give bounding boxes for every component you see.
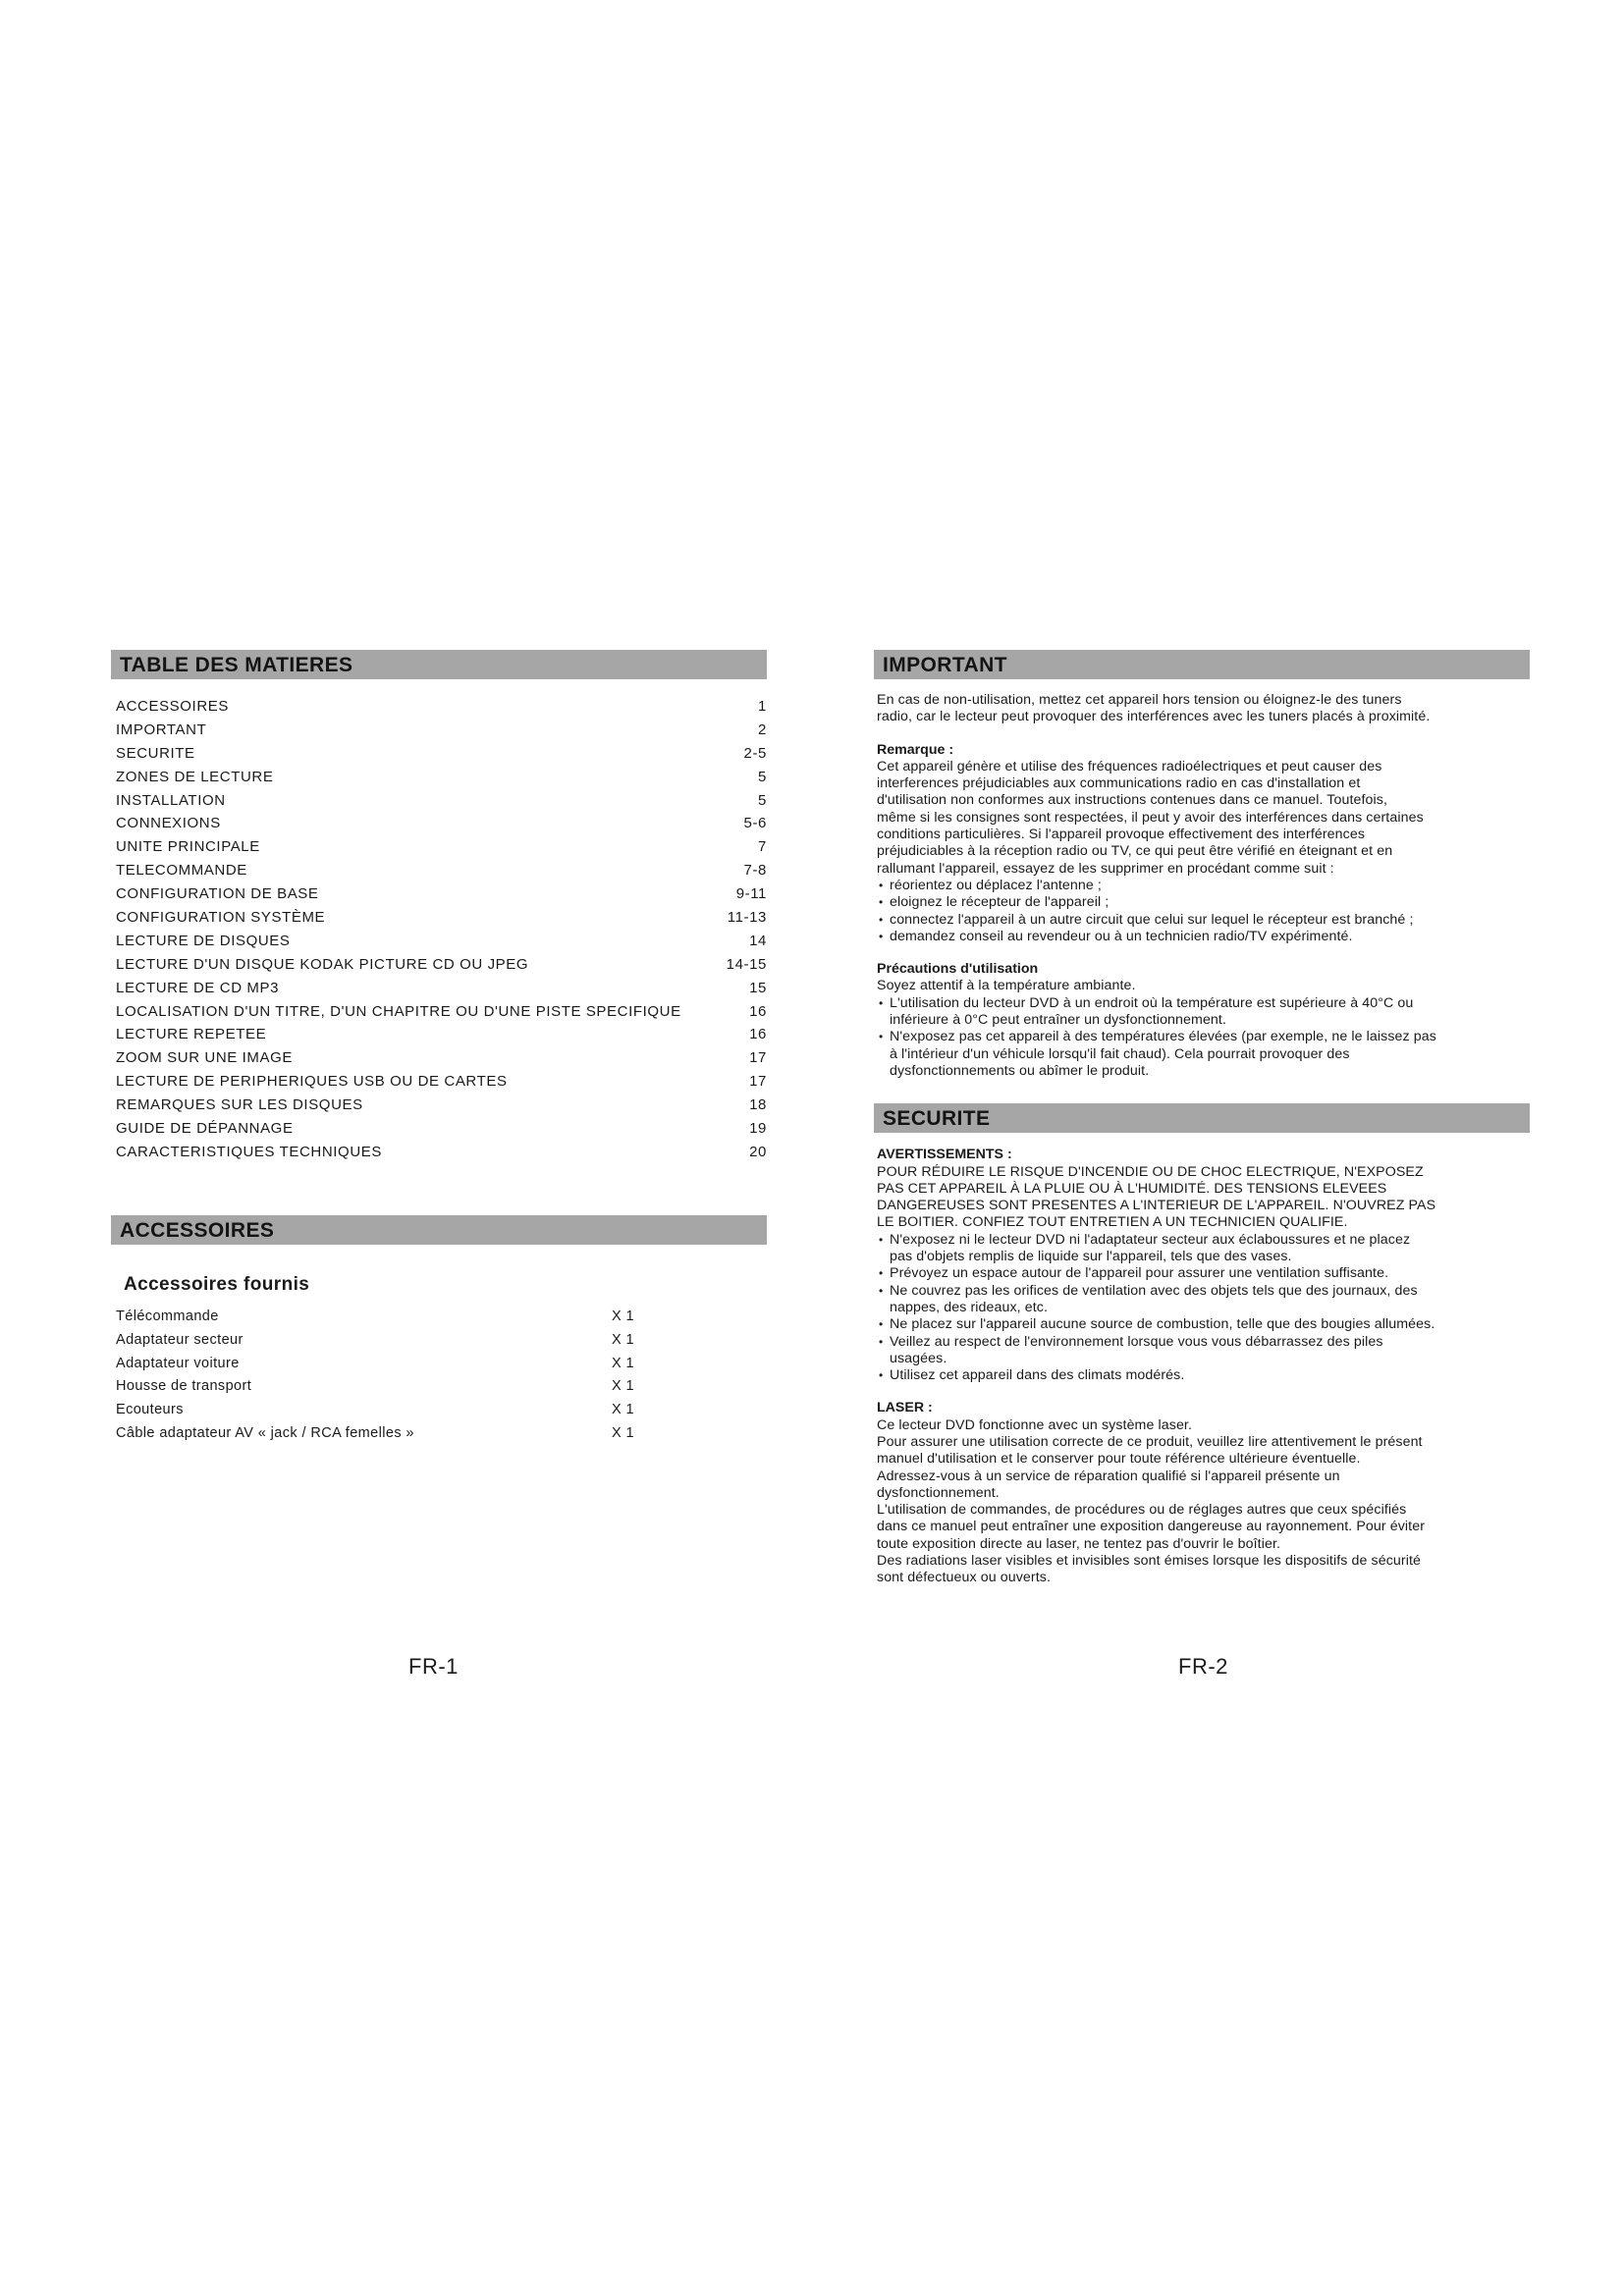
toc-entry-label: GUIDE DE DÉPANNAGE	[116, 1120, 294, 1138]
toc-entry-label: IMPORTANT	[116, 721, 207, 738]
accessory-item	[116, 1329, 767, 1353]
laser-text	[874, 1417, 1530, 1587]
warning-bullet-line: • Ne placez sur l'appareil aucune source de combustion, telle que des bougies allumées.	[890, 1316, 1435, 1333]
accessory-qty: X 1	[612, 1355, 634, 1371]
laser-line: sont défectueux ou ouverts.	[877, 1570, 1052, 1586]
remark-title: Remarque :	[877, 741, 954, 758]
toc-entry-label: LOCALISATION D'UN TITRE, D'UN CHAPITRE OU D'UNE PISTE SPECIFIQUE	[116, 1002, 681, 1020]
warning-bullet	[877, 1265, 1530, 1282]
warnings-title: AVERTISSEMENTS :	[877, 1147, 1012, 1163]
warning-bullet-line: pas d'objets remplis de liquide sur l'appareil, tels que des vases.	[890, 1249, 1292, 1265]
right-page	[874, 650, 1530, 1587]
warning-bullet-line: • Ne couvrez pas les orifices de ventilation avec des objets tels que des journaux, des	[890, 1282, 1418, 1299]
toc-entry	[116, 953, 767, 977]
toc-entry-page: 16	[749, 1002, 767, 1020]
toc-entry-page: 20	[749, 1143, 767, 1160]
remark-line: préjudiciables à la réception radio ou TV, ce qui peut être vérifié en éteignant et en	[877, 843, 1393, 860]
accessory-name: Adaptateur secteur	[116, 1331, 244, 1348]
precaution-bullet-line: • L'utilisation du lecteur DVD à un endroit où la température est supérieure à 40°C ou	[890, 994, 1414, 1011]
accessory-item	[116, 1399, 767, 1422]
toc-entry-page: 5-6	[743, 815, 767, 832]
precautions-intro: Soyez attentif à la température ambiante.	[877, 978, 1136, 994]
important-intro	[874, 692, 1530, 726]
accessory-name: Adaptateur voiture	[116, 1355, 240, 1371]
warning-bullet-line: usagées.	[890, 1350, 947, 1366]
intro-line: radio, car le lecteur peut provoquer des interférences avec les tuners placés à proximité.	[877, 709, 1431, 725]
toc-entry-page: 1	[758, 698, 767, 715]
toc-entry-page: 19	[749, 1120, 767, 1138]
warning-line: PAS CET APPAREIL À LA PLUIE OU À L'HUMIDITÉ. DES TENSIONS ELEVEES	[877, 1180, 1387, 1197]
toc-entry	[116, 1117, 767, 1141]
warning-bullet	[877, 1334, 1530, 1368]
toc-entry-label: CONNEXIONS	[116, 815, 221, 832]
remark-line: rallumant l'appareil, essayez de les supprimer en procédant comme suit :	[877, 860, 1334, 877]
laser-line: Des radiations laser visibles et invisibles sont émises lorsque les dispositifs de sécurité	[877, 1553, 1421, 1570]
toc-entry	[116, 742, 767, 766]
remark-bullet: • demandez conseil au revendeur ou à un technicien radio/TV expérimenté.	[877, 929, 1530, 945]
remark-line: conditions particulières. Si l'appareil provoque effectivement des interférences	[877, 827, 1366, 843]
toc-entry	[116, 1046, 767, 1070]
accessory-qty: X 1	[612, 1378, 634, 1395]
toc-entry-page: 5	[758, 791, 767, 809]
warning-line: LE BOITIER. CONFIEZ TOUT ENTRETIEN A UN TECHNICIEN QUALIFIE.	[877, 1214, 1348, 1231]
toc-entry	[116, 835, 767, 859]
toc-list	[111, 695, 767, 1164]
remark-line: interferences préjudiciables aux communications radio en cas d'installation et	[877, 775, 1361, 792]
toc-entry-label: UNITE PRINCIPALE	[116, 838, 260, 856]
laser-line: toute exposition directe au laser, ne tentez pas d'ouvrir le boîtier.	[877, 1535, 1281, 1552]
accessory-name: Câble adaptateur AV « jack / RCA femelles »	[116, 1425, 414, 1442]
warning-bullet-line: • Utilisez cet appareil dans des climats modérés.	[890, 1367, 1185, 1384]
toc-entry-page: 11-13	[727, 909, 767, 927]
precaution-bullet	[877, 995, 1530, 1030]
precaution-bullet-line: dysfonctionnements ou abîmer le produit.	[890, 1062, 1150, 1079]
toc-entry-page: 14	[749, 932, 767, 949]
remark-line: d'utilisation non conformes aux instructions contenues dans ce manuel. Toutefois,	[877, 792, 1388, 809]
toc-entry-page: 5	[758, 768, 767, 785]
warnings-bullets	[874, 1232, 1530, 1385]
laser-line: dysfonctionnement.	[877, 1484, 1000, 1501]
accessory-name: Housse de transport	[116, 1378, 252, 1395]
toc-entry	[116, 882, 767, 906]
toc-entry	[116, 812, 767, 835]
toc-entry-label: LECTURE D'UN DISQUE KODAK PICTURE CD OU JPEG	[116, 955, 529, 973]
toc-entry	[116, 695, 767, 719]
accessory-name: Ecouteurs	[116, 1402, 184, 1418]
warning-line: POUR RÉDUIRE LE RISQUE D'INCENDIE OU DE CHOC ELECTRIQUE, N'EXPOSEZ	[877, 1163, 1424, 1180]
laser-line: manuel d'utilisation et le conserver pour toute référence ultérieure éventuelle.	[877, 1451, 1361, 1468]
toc-entry	[116, 906, 767, 930]
toc-entry-page: 2-5	[743, 744, 767, 762]
toc-entry-label: INSTALLATION	[116, 791, 226, 809]
toc-entry-page: 15	[749, 979, 767, 996]
precautions-title: Précautions d'utilisation	[877, 961, 1039, 978]
securite-title: SECURITE	[874, 1103, 1530, 1133]
toc-entry-label: TELECOMMANDE	[116, 862, 247, 880]
toc-entry-page: 17	[749, 1073, 767, 1091]
toc-entry	[116, 859, 767, 882]
toc-entry	[116, 719, 767, 742]
toc-entry-label: ZOOM SUR UNE IMAGE	[116, 1049, 293, 1067]
laser-line: Ce lecteur DVD fonctionne avec un système laser.	[877, 1416, 1193, 1433]
toc-entry-label: REMARQUES SUR LES DISQUES	[116, 1096, 363, 1114]
remark-line: Cet appareil génère et utilise des fréquences radioélectriques et peut causer des	[877, 758, 1382, 774]
precautions-bullets	[874, 995, 1530, 1080]
toc-entry	[116, 766, 767, 789]
warning-line: DANGEREUSES SONT PRESENTES A L'INTERIEUR DE L'APPAREIL. N'OUVREZ PAS	[877, 1198, 1436, 1214]
accessory-item	[116, 1375, 767, 1399]
toc-entry-label: LECTURE DE CD MP3	[116, 979, 280, 996]
warning-bullet	[877, 1232, 1530, 1266]
remark-bullet: • connectez l'appareil à un autre circuit que celui sur lequel le récepteur est branché ;	[877, 912, 1530, 929]
accessories-subtitle: Accessoires fournis	[124, 1273, 310, 1295]
precaution-bullet	[877, 1029, 1530, 1080]
toc-entry-label: CARACTERISTIQUES TECHNIQUES	[116, 1143, 382, 1160]
remark-text	[874, 759, 1530, 878]
warning-bullet	[877, 1283, 1530, 1317]
intro-line: En cas de non-utilisation, mettez cet appareil hors tension ou éloignez-le des tuners	[877, 692, 1402, 708]
toc-entry-label: CONFIGURATION DE BASE	[116, 885, 319, 903]
page-number-left: FR-1	[408, 1654, 459, 1679]
toc-entry-page: 7-8	[743, 862, 767, 880]
warning-bullet-line: nappes, des rideaux, etc.	[890, 1299, 1049, 1315]
toc-entry-page: 2	[758, 721, 767, 738]
accessory-qty: X 1	[612, 1331, 634, 1348]
laser-line: dans ce manuel peut entraîner une exposition dangereuse au rayonnement. Pour éviter	[877, 1519, 1426, 1535]
accessory-qty: X 1	[612, 1425, 634, 1442]
toc-entry-label: ZONES DE LECTURE	[116, 768, 274, 785]
accessory-item	[116, 1353, 767, 1376]
toc-entry-label: SECURITE	[116, 744, 195, 762]
toc-entry-label: LECTURE REPETEE	[116, 1026, 267, 1043]
important-title: IMPORTANT	[874, 650, 1530, 679]
warning-bullet	[877, 1367, 1530, 1384]
toc-entry	[116, 930, 767, 953]
toc-entry-page: 16	[749, 1026, 767, 1043]
laser-line: Adressez-vous à un service de réparation qualifié si l'appareil présente un	[877, 1468, 1340, 1484]
warning-bullet	[877, 1316, 1530, 1333]
warning-bullet-line: • Veillez au respect de l'environnement lorsque vous vous débarrassez des piles	[890, 1333, 1383, 1350]
left-page	[111, 650, 767, 1446]
toc-entry	[116, 789, 767, 813]
toc-entry-label: CONFIGURATION SYSTÈME	[116, 909, 326, 927]
laser-line: L'utilisation de commandes, de procédures ou de réglages autres que ceux spécifiés	[877, 1502, 1407, 1519]
accessories-section	[111, 1215, 767, 1446]
toc-entry-page: 14-15	[726, 955, 767, 973]
toc-entry-label: LECTURE DE DISQUES	[116, 932, 291, 949]
accessory-name: Télécommande	[116, 1308, 219, 1324]
remark-bullet: • eloignez le récepteur de l'appareil ;	[877, 894, 1530, 911]
toc-entry-page: 17	[749, 1049, 767, 1067]
toc-entry	[116, 1141, 767, 1164]
toc-title: TABLE DES MATIERES	[111, 650, 767, 679]
warning-bullet-line: • N'exposez ni le lecteur DVD ni l'adaptateur secteur aux éclaboussures et ne placez	[890, 1231, 1411, 1248]
remark-bullets	[874, 878, 1530, 945]
securite-section	[874, 1103, 1530, 1586]
toc-entry	[116, 1000, 767, 1024]
precaution-bullet-line: • N'exposez pas cet appareil à des températures élevées (par exemple, ne le laissez pas	[890, 1029, 1436, 1045]
toc-entry	[116, 977, 767, 1000]
precaution-bullet-line: à l'intérieur d'un véhicule lorsqu'il fait chaud). Cela pourrait provoquer des	[890, 1045, 1350, 1062]
toc-entry-page: 9-11	[735, 885, 767, 903]
accessory-qty: X 1	[612, 1402, 634, 1418]
remark-line: même si les consignes sont respectées, il peut y avoir des interférences dans certaines	[877, 809, 1424, 826]
warnings-text	[874, 1164, 1530, 1232]
toc-entry-label: ACCESSOIRES	[116, 698, 229, 715]
accessory-item	[116, 1306, 767, 1329]
remark-bullet: • réorientez ou déplacez l'antenne ;	[877, 878, 1530, 894]
laser-line: Pour assurer une utilisation correcte de ce produit, veuillez lire attentivement le présent	[877, 1433, 1423, 1450]
accessories-title: ACCESSOIRES	[111, 1215, 767, 1245]
laser-title: LASER :	[877, 1400, 933, 1416]
accessory-qty: X 1	[612, 1308, 634, 1324]
accessory-item	[116, 1422, 767, 1446]
warning-bullet-line: • Prévoyez un espace autour de l'appareil pour assurer une ventilation suffisante.	[890, 1265, 1389, 1282]
toc-entry-page: 18	[749, 1096, 767, 1114]
toc-entry	[116, 1094, 767, 1117]
toc-entry-label: LECTURE DE PERIPHERIQUES USB OU DE CARTES	[116, 1073, 508, 1091]
toc-entry	[116, 1023, 767, 1046]
accessories-list	[111, 1306, 767, 1446]
page-number-right: FR-2	[1178, 1654, 1228, 1679]
toc-entry	[116, 1070, 767, 1094]
precaution-bullet-line: inférieure à 0°C peut entraîner un dysfonctionnement.	[890, 1012, 1227, 1029]
toc-entry-page: 7	[758, 838, 767, 856]
